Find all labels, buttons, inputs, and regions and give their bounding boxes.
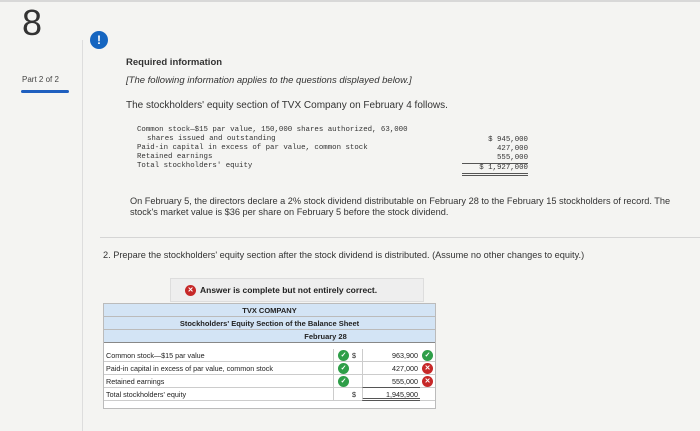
- required-info-title: Required information: [126, 57, 223, 68]
- row-label-input[interactable]: Retained earnings: [106, 375, 334, 388]
- question-number: 8: [22, 2, 43, 43]
- row-amount-input[interactable]: 963,900: [362, 349, 420, 362]
- company-name: TVX COMPANY: [104, 304, 435, 317]
- statement-date: February 28: [104, 330, 435, 343]
- incorrect-icon: ✕: [422, 363, 433, 374]
- answer-table-header: [104, 304, 435, 343]
- answer-status-banner: [170, 278, 424, 302]
- info-alert-icon: !: [90, 31, 108, 49]
- top-border: [0, 0, 700, 2]
- check-icon: ✓: [422, 350, 433, 361]
- dividend-paragraph: On February 5, the directors declare a 2% stock dividend distributable on February 28 to the February 15 stockholders of record. The stock's market value is $36 per share on February 5 before the stock dividend.: [130, 196, 671, 217]
- dollar-sign: $: [352, 390, 356, 399]
- given-amount-retained-earnings: 555,000: [462, 154, 528, 164]
- section-title: Stockholders' Equity Section of the Balance Sheet: [104, 317, 435, 330]
- row-label-input[interactable]: Total stockholders' equity: [106, 388, 334, 401]
- incorrect-icon: ✕: [422, 376, 433, 387]
- intro-text: The stockholders' equity section of TVX Company on February 4 follows.: [126, 100, 448, 111]
- part-progress-bar: [21, 90, 69, 93]
- table-row: [104, 362, 435, 375]
- given-amount-common-stock: $ 945,000: [488, 136, 528, 144]
- table-row: [104, 375, 435, 388]
- row-amount-input[interactable]: 427,000: [362, 362, 420, 375]
- given-line-common-stock-cont: shares issued and outstanding: [147, 135, 276, 143]
- incorrect-icon: ✕: [185, 285, 196, 296]
- check-icon: ✓: [338, 350, 349, 361]
- table-row: [104, 349, 435, 362]
- answer-table: [103, 303, 436, 409]
- row-amount-total: 1,945,900: [362, 388, 420, 401]
- row-label-input[interactable]: Paid-in capital in excess of par value, common stock: [106, 362, 334, 375]
- part-label[interactable]: Part 2 of 2: [22, 75, 59, 84]
- table-row-total: [104, 388, 435, 401]
- row-amount-input[interactable]: 555,000: [362, 375, 420, 388]
- given-equity-amounts: [462, 136, 528, 176]
- given-amount-total: $ 1,927,000: [462, 164, 528, 176]
- given-equity-labels: [137, 126, 477, 171]
- sidebar-divider: [82, 40, 83, 431]
- given-line-common-stock: Common stock—$15 par value, 150,000 shares authorized, 63,000: [137, 126, 408, 134]
- check-icon: ✓: [338, 363, 349, 374]
- given-line-paid-in-capital: Paid-in capital in excess of par value, common stock: [137, 144, 368, 152]
- row-label-input[interactable]: Common stock—$15 par value: [106, 349, 334, 362]
- given-line-retained-earnings: Retained earnings: [137, 153, 213, 161]
- given-line-total: Total stockholders' equity: [137, 162, 253, 170]
- dollar-sign: $: [352, 351, 356, 360]
- section-divider: [100, 237, 700, 238]
- check-icon: ✓: [338, 376, 349, 387]
- answer-status-text: Answer is complete but not entirely correct.: [200, 285, 378, 295]
- given-amount-paid-in-capital: 427,000: [496, 145, 528, 153]
- required-info-note: [The following information applies to the questions displayed below.]: [126, 75, 412, 86]
- question-text: 2. Prepare the stockholders' equity section after the stock dividend is distributed. (Assume no other changes to equity.): [103, 250, 585, 260]
